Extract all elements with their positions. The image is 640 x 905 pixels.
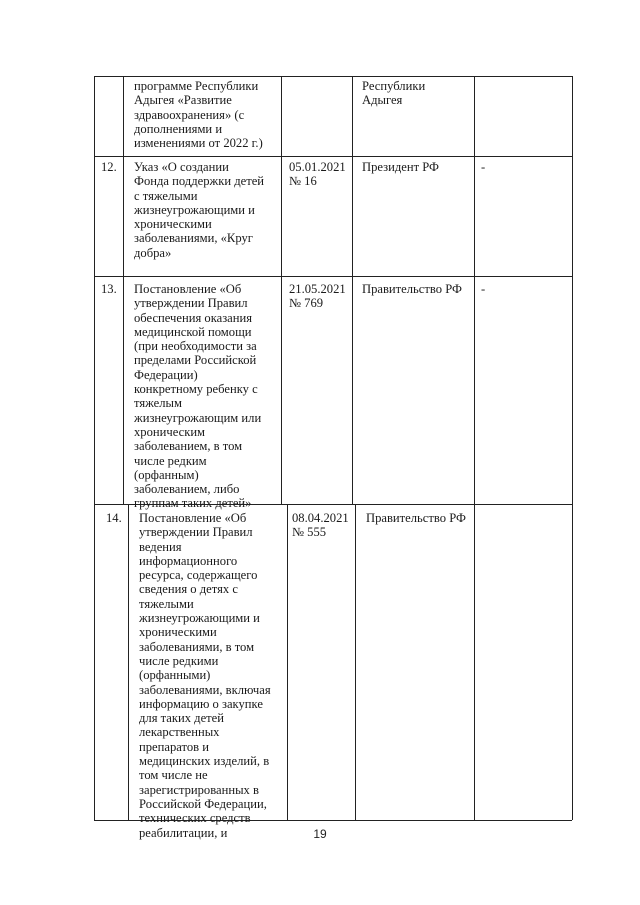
row-number: 14. <box>106 511 122 525</box>
page-number: 19 <box>313 827 327 841</box>
table-top-border <box>94 76 572 77</box>
column-line <box>474 76 475 820</box>
column-line <box>572 76 573 820</box>
row-number: 13. <box>101 282 117 296</box>
row-title: Постановление «Об утверждении Правил ведения информационного ресурса, содержащего сведения о детях с тяжелыми жизнеугрожающими и хроническими заболеваниями, в том числе редкими (орфанными) заболеваниями, включая информацию о закупке для таких детей лекарственных препаратов и медицинских изделий, в том числе не зарегистрированных в Российской Федерации, технических средств реабилитации, и <box>139 511 271 840</box>
row-authority: Правительство РФ <box>362 282 462 296</box>
row-date: 21.05.2021 № 769 <box>289 282 346 311</box>
row-notes: - <box>481 282 486 296</box>
column-line <box>352 76 353 504</box>
column-line <box>123 76 124 504</box>
column-line <box>287 504 288 820</box>
column-line <box>281 76 282 504</box>
column-line <box>94 76 95 820</box>
row-date: 08.04.2021 № 555 <box>292 511 349 540</box>
row-title: программе Республики Адыгея «Развитие здравоохранения» (с дополнениями и изменениями от 2022 г.) <box>134 79 263 151</box>
row-authority: Президент РФ <box>362 160 439 174</box>
row-authority: Республики Адыгея <box>362 79 426 108</box>
column-line <box>128 504 129 820</box>
row-number: 12. <box>101 160 117 174</box>
row-title: Указ «О создании Фонда поддержки детей с тяжелыми жизнеугрожающими и хроническими заболеваниями, «Круг добра» <box>134 160 265 260</box>
row-notes: - <box>481 160 486 174</box>
row-divider <box>94 156 572 157</box>
row-authority: Правительство РФ <box>366 511 466 525</box>
column-line <box>355 504 356 820</box>
row-title: Постановление «Об утверждении Правил обеспечения оказания медицинской помощи (при необходимости за пределами Российской Федерации) конкретному ребенку с тяжелым жизнеугрожающим или хроническим заболеванием, в том числе редким (орфанным) заболеванием, либо группам таких детей» <box>134 282 262 511</box>
row-divider <box>94 276 572 277</box>
row-date: 05.01.2021 № 16 <box>289 160 346 189</box>
